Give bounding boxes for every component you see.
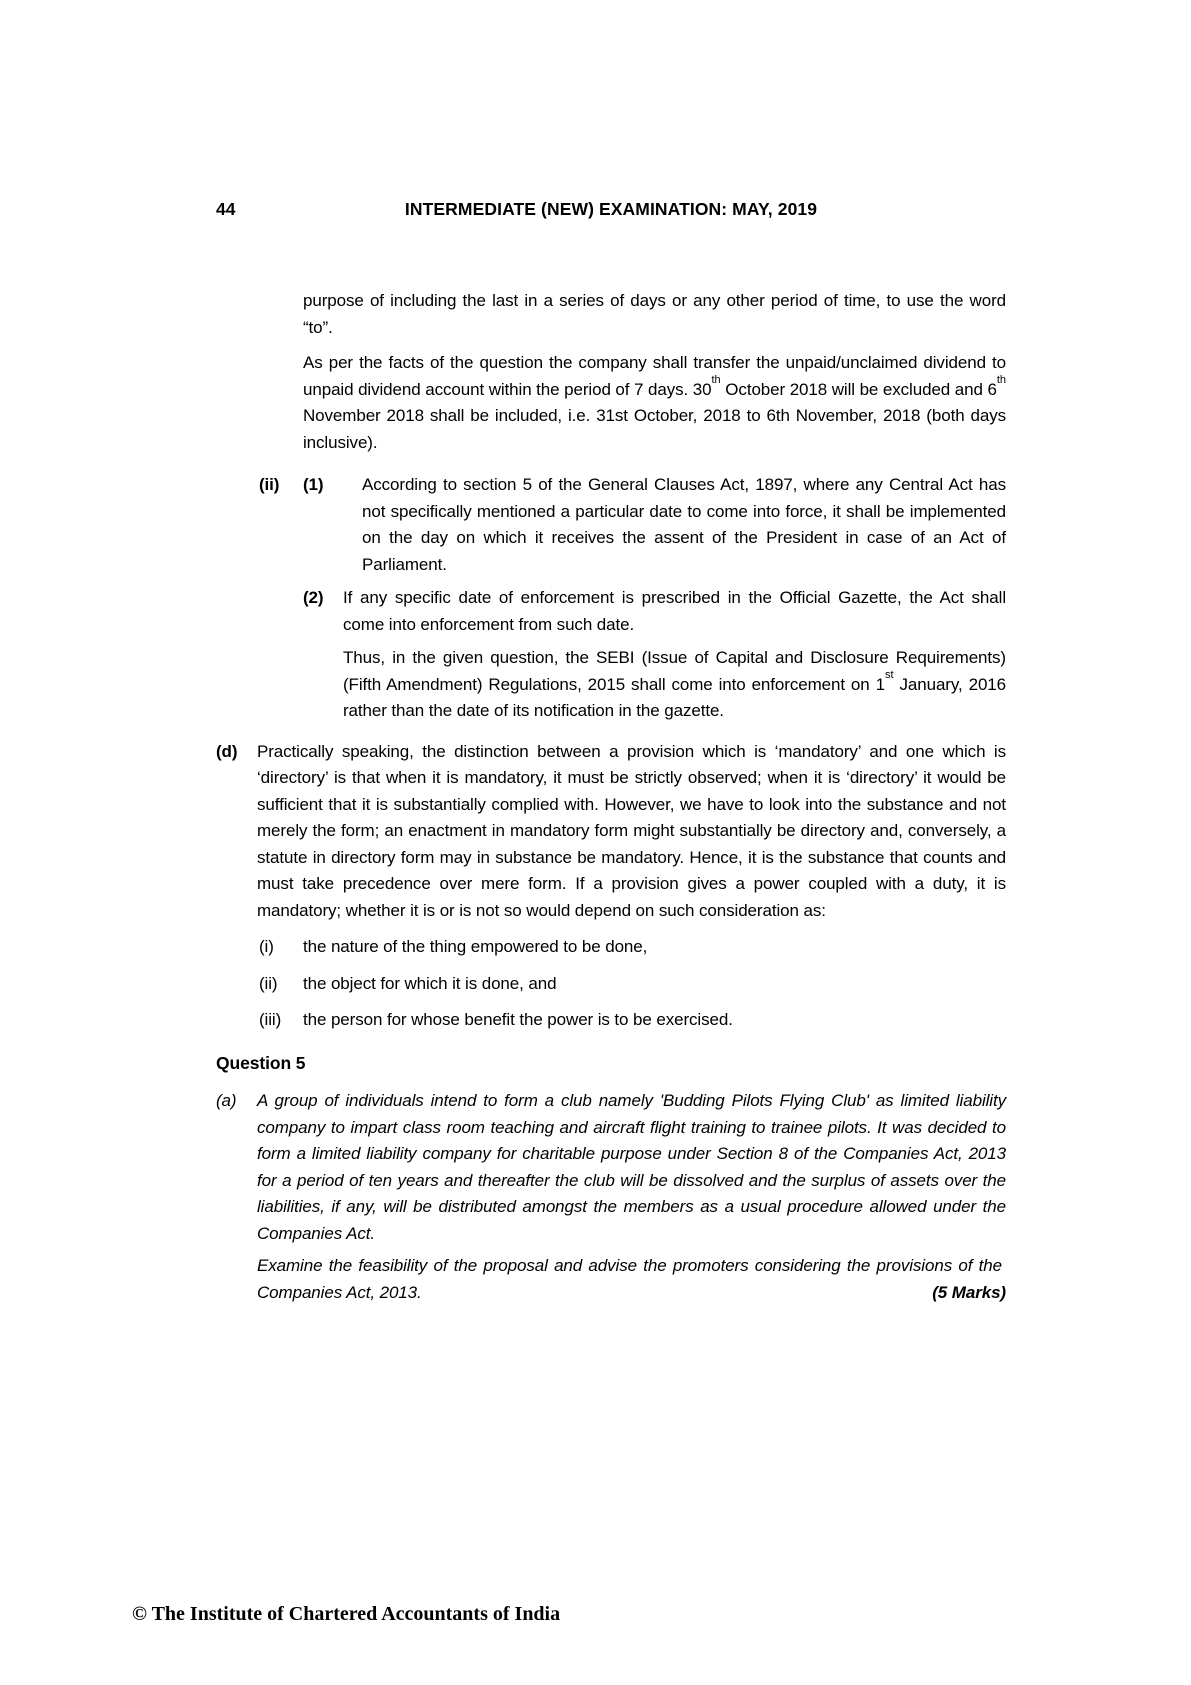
- ordinal-superscript-th-1: th: [711, 373, 721, 386]
- consideration-item-iii-text: the person for whose benefit the power is to be exercised.: [303, 1010, 733, 1029]
- marks-badge: (5 Marks): [932, 1282, 1006, 1302]
- paragraph-continuation-1: [303, 288, 1006, 341]
- para2-segment-1: As per the facts of the question the company shall transfer the unpaid/unclaimed dividend to unpaid dividend account within the period of 7 days. 30: [303, 353, 1006, 399]
- page-title: INTERMEDIATE (NEW) EXAMINATION: MAY, 2019: [404, 199, 818, 219]
- list-item-d-text: Practically speaking, the distinction between a provision which is ‘mandatory’ and one which is ‘directory’ is that when it is mandatory, it must be strictly observed; when it is ‘directory’ it would be sufficient that it is substantially complied with. However, we have to look into the substance and not merely the form; an enactment in mandatory form might substantially be directory and, conversely, a statute in directory form may in substance be mandatory. Hence, it is the substance that counts and must take precedence over mere form. If a provision gives a power coupled with a duty, it is mandatory; whether it is or is not so would depend on such consideration as:: [257, 741, 1006, 920]
- thus-paragraph: [343, 645, 1006, 725]
- list-item-d: [216, 739, 1006, 1034]
- consideration-item-iii: [259, 1007, 1006, 1034]
- question-5-item-a: [216, 1088, 1006, 1306]
- page-content: [216, 288, 1006, 1306]
- sub-item-2: [303, 585, 1006, 725]
- list-item-ii-label: (ii): [259, 475, 280, 494]
- consideration-item-i-text: the nature of the thing empowered to be done,: [303, 937, 648, 956]
- copyright-footer: © The Institute of Chartered Accountants of India: [132, 1603, 561, 1625]
- consideration-item-i-label: (i): [259, 937, 274, 956]
- consideration-item-i: [259, 934, 1006, 961]
- consideration-item-ii-text: the object for which it is done, and: [303, 973, 557, 993]
- examine-text: Examine the feasibility of the proposal and advise the promoters considering the provisions of the Companies Act, 2013.: [257, 1256, 1002, 1302]
- sub-item-1-text: According to section 5 of the General Clauses Act, 1897, where any Central Act has not specifically mentioned a particular date to come into force, it shall be implemented on the day on which it receives the assent of the President in case of an Act of Parliament.: [362, 475, 1006, 574]
- thus-segment-1: Thus, in the given question, the SEBI (Issue of Capital and Disclosure Requirements) (Fifth Amendment) Regulations, 2015 shall come into enforcement on 1: [343, 648, 1006, 694]
- list-item-d-body: [257, 739, 1006, 1034]
- page-header: [216, 196, 1006, 222]
- question-5-item-a-label: (a): [216, 1091, 237, 1110]
- consideration-item-ii: [259, 971, 1006, 998]
- question-5-heading: Question 5: [216, 1052, 306, 1073]
- para2-segment-2: October 2018 will be excluded and 6: [720, 379, 997, 399]
- list-item-ii-body: [303, 472, 1006, 725]
- sub-item-2-body: [343, 585, 1006, 725]
- para2-segment-3: November 2018 shall be included, i.e. 31st October, 2018 to 6th November, 2018 (both days inclusive).: [303, 406, 1006, 452]
- examine-paragraph: [257, 1253, 1006, 1306]
- thus-segment-2: January, 2016 rather than the date of its notification in the gazette.: [343, 674, 1007, 720]
- paragraph-continuation-1-text: purpose of including the last in a series of days or any other period of time, to use the word “to”.: [303, 291, 1006, 337]
- sub-item-1-label: (1): [303, 475, 324, 494]
- list-item-ii: [259, 472, 1006, 725]
- page-number: 44: [216, 199, 236, 219]
- sub-item-2-label: (2): [303, 588, 324, 607]
- question-5-item-a-text: A group of individuals intend to form a club namely 'Budding Pilots Flying Club' as limited liability company to impart class room teaching and aircraft flight training to trainee pilots. It was decided to form a limited liability company for charitable purpose under Section 8 of the Companies Act, 2013 for a period of ten years and thereafter the club will be dissolved and the surplus of assets over the liabilities, if any, will be distributed amongst the members as a usual procedure allowed under the Companies Act.: [257, 1091, 1006, 1243]
- consideration-item-iii-label: (iii): [259, 1010, 282, 1029]
- paragraph-continuation-2: [303, 350, 1006, 456]
- consideration-item-ii-label: (ii): [259, 973, 278, 993]
- question-5-item-a-body: [257, 1088, 1006, 1306]
- ordinal-superscript-st: st: [884, 668, 894, 681]
- list-item-d-label: (d): [216, 741, 238, 761]
- sub-item-2-text: If any specific date of enforcement is prescribed in the Official Gazette, the Act shall come into enforcement from such date.: [343, 588, 1006, 634]
- ordinal-superscript-th-2: th: [996, 373, 1007, 386]
- sub-item-1: [303, 472, 1006, 578]
